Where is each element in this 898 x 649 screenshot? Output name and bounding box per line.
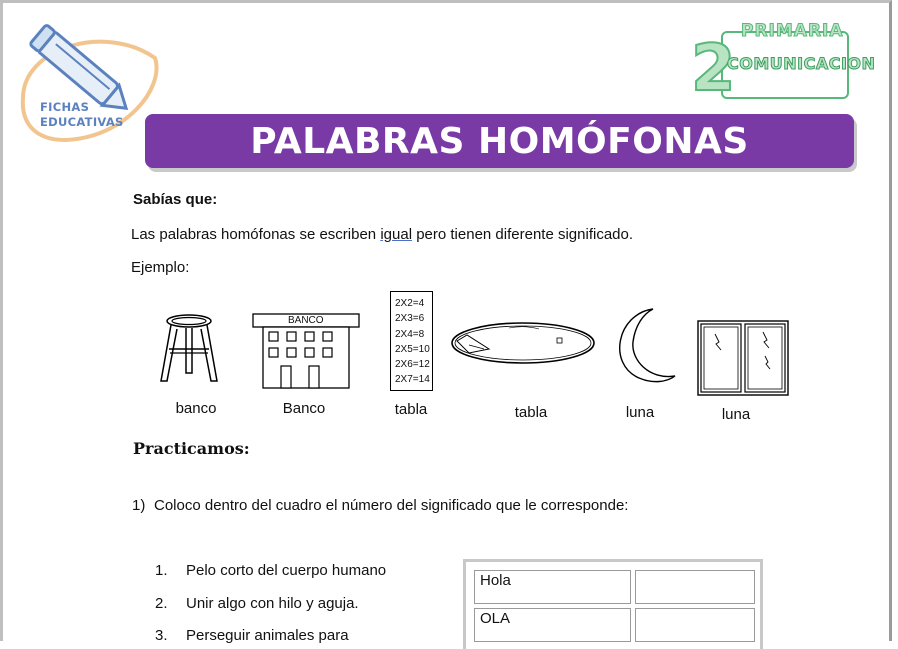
grade-logo (691, 19, 876, 106)
crescent-moon-icon (609, 306, 677, 384)
intro-sentence-end: pero tienen diferente significado. (412, 226, 634, 243)
window-glass-icon (697, 320, 789, 396)
grade-number: 2 (691, 32, 736, 106)
caption-banco-bank: Banco (282, 400, 326, 417)
logo-line-2: EDUCATIVAS (40, 115, 124, 129)
definition-text: Pelo corto del cuerpo humano (186, 562, 387, 579)
definition-text: Perseguir animales para (186, 627, 349, 644)
caption-tabla-multiplication: tabla (394, 401, 428, 418)
definition-number: 2. (155, 595, 168, 612)
example-label: Ejemplo: (131, 259, 190, 276)
subject-label: COMUNICACION (727, 54, 876, 73)
answer-box[interactable] (635, 570, 755, 604)
intro-sentence-start: Las palabras homófonas se escriben (131, 226, 381, 243)
multiplication-table-icon (390, 291, 433, 391)
title-banner (145, 114, 854, 168)
mult-line: 2X7=14 (395, 374, 430, 386)
bank-sign: BANCO (288, 315, 324, 326)
mult-line: 2X5=10 (395, 343, 430, 355)
definition-number: 3. (155, 627, 168, 644)
intro-sentence (131, 226, 633, 243)
fichas-educativas-logo (15, 18, 165, 148)
table-word-cell: OLA (474, 608, 631, 642)
grade-level-label: PRIMARIA (741, 21, 844, 41)
definition-text: Unir algo con hilo y aguja. (186, 595, 359, 612)
table-word-cell: Hola (474, 570, 631, 604)
mult-line: 2X3=6 (395, 313, 425, 325)
answer-box[interactable] (635, 608, 755, 642)
mult-line: 2X2=4 (395, 298, 425, 309)
caption-banco-stool: banco (175, 400, 217, 417)
practice-heading: Practicamos: (133, 439, 250, 458)
exercise-instruction: Coloco dentro del cuadro el número del significado que le corresponde: (154, 497, 629, 514)
mult-line: 2X6=12 (395, 359, 430, 371)
caption-luna-window: luna (721, 406, 751, 423)
intro-sentence-keyword: igual (380, 226, 413, 243)
logo-line-1: FICHAS (40, 100, 90, 114)
page-title: PALABRAS HOMÓFONAS (250, 120, 749, 162)
mult-line: 2X4=8 (395, 328, 425, 340)
answer-table (463, 559, 763, 649)
stool-icon (155, 313, 221, 385)
intro-heading: Sabías que: (133, 191, 218, 208)
caption-luna-moon: luna (625, 404, 655, 421)
caption-tabla-surfboard: tabla (514, 404, 548, 421)
surfboard-icon (449, 319, 597, 369)
exercise-number: 1) (132, 497, 146, 514)
definition-number: 1. (155, 562, 168, 579)
